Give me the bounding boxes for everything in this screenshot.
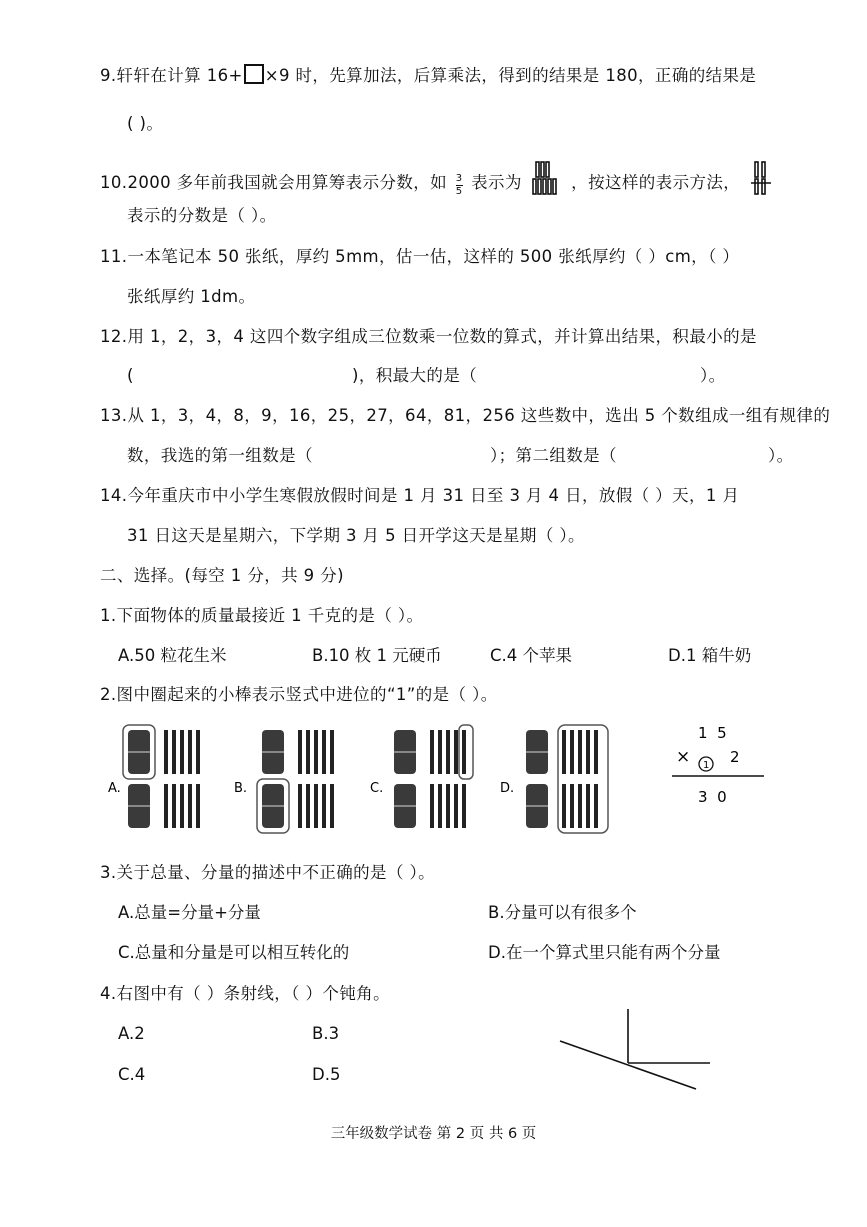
choice-3-stem: 3.关于总量、分量的描述中不正确的是（ ）。 <box>100 863 436 882</box>
product: 3 0 <box>698 788 727 806</box>
svg-text:C.: C. <box>370 781 384 796</box>
svg-text:A.: A. <box>108 781 121 796</box>
choice-1-option-a: A.50 粒花生米 <box>118 646 227 665</box>
times-sign: × <box>676 747 691 767</box>
svg-text:B.: B. <box>234 781 248 796</box>
figure-c <box>370 725 473 828</box>
page-footer: 三年级数学试卷 第 2 页 共 6 页 <box>330 1126 537 1142</box>
figure-d <box>500 725 608 833</box>
question-11: 11.一本笔记本 50 张纸，厚约 5mm，估一估，这样的 500 张纸厚约（ ）cm，（ ） <box>100 247 740 266</box>
rod-bundles-figure <box>108 722 648 842</box>
choice-4-option-a: A.2 <box>118 1024 145 1043</box>
svg-text:D.: D. <box>500 781 515 796</box>
multiplicand: 1 5 <box>698 724 727 742</box>
question-12-line2-mid: )，积最大的是（ <box>352 366 478 385</box>
question-9-answer: ( )。 <box>127 114 164 133</box>
question-12-line2-end: ）。 <box>700 366 726 385</box>
choice-3-option-d: D.在一个算式里只能有两个分量 <box>488 943 721 962</box>
question-12-line2: ( <box>127 366 134 385</box>
rays-angle-figure <box>540 1005 720 1095</box>
question-13-line2-end: ）。 <box>768 446 794 465</box>
multiplier: 2 <box>730 748 740 766</box>
counting-rods-question <box>750 160 776 196</box>
choice-1-option-d: D.1 箱牛奶 <box>668 646 752 665</box>
question-13: 13.从 1，3，4，8，9，16，25，27，64，81，256 这些数中，选出 5 个数组成一组有规律的 <box>100 406 831 425</box>
choice-4-option-d: D.5 <box>312 1065 341 1084</box>
choice-1-option-b: B.10 枚 1 元硬币 <box>312 646 442 665</box>
question-13-line2: 数，我选的第一组数是（ <box>127 446 313 465</box>
question-14-line2: 31 日这天是星期六，下学期 3 月 5 日开学这天是星期（ ）。 <box>127 526 585 545</box>
choice-3-option-a: A.总量=分量+分量 <box>118 903 261 922</box>
counting-rods-example <box>532 160 562 196</box>
section-2-title: 二、选择。(每空 1 分，共 9 分) <box>100 566 344 585</box>
choice-3-option-c: C.总量和分量是可以相互转化的 <box>118 943 350 962</box>
choice-4-option-b: B.3 <box>312 1024 340 1043</box>
choice-4-option-c: C.4 <box>118 1065 146 1084</box>
vertical-multiplication <box>668 722 778 812</box>
question-10-line2: 表示的分数是（ ）。 <box>127 206 277 225</box>
question-9: 9.轩轩在计算 16+ ×9 时，先算加法，后算乘法，得到的结果是 180，正确的结果是 <box>100 66 757 85</box>
choice-4-stem: 4.右图中有（ ）条射线，（ ）个钝角。 <box>100 984 390 1003</box>
question-14: 14.今年重庆市中小学生寒假放假时间是 1 月 31 日至 3 月 4 日，放假（ ）天，1 月 <box>100 486 740 505</box>
figure-b <box>234 730 334 833</box>
choice-3-option-b: B.分量可以有很多个 <box>488 903 637 922</box>
choice-1-stem: 1.下面物体的质量最接近 1 千克的是（ ）。 <box>100 606 424 625</box>
question-12: 12.用 1，2，3，4 这四个数字组成三位数乘一位数的算式，并计算出结果，积最小的是 <box>100 327 757 346</box>
choice-2-stem: 2.图中圈起来的小棒表示竖式中进位的“1”的是（ ）。 <box>100 685 498 704</box>
question-10: 10.2000 多年前我国就会用算筹表示分数，如 $\frac{3}{5}$ 表示为 ，按这样的表示方法， <box>100 160 780 197</box>
question-13-line2-mid: ）；第二组数是（ <box>490 446 617 465</box>
blank-box <box>244 64 264 84</box>
figure-a <box>108 725 200 828</box>
carry-digit: 1 <box>703 760 710 771</box>
question-11-line2: 张纸厚约 1dm。 <box>127 287 256 306</box>
choice-1-option-c: C.4 个苹果 <box>490 646 573 665</box>
fraction-three-fifths: $\frac{3}{5}$ <box>455 173 463 197</box>
